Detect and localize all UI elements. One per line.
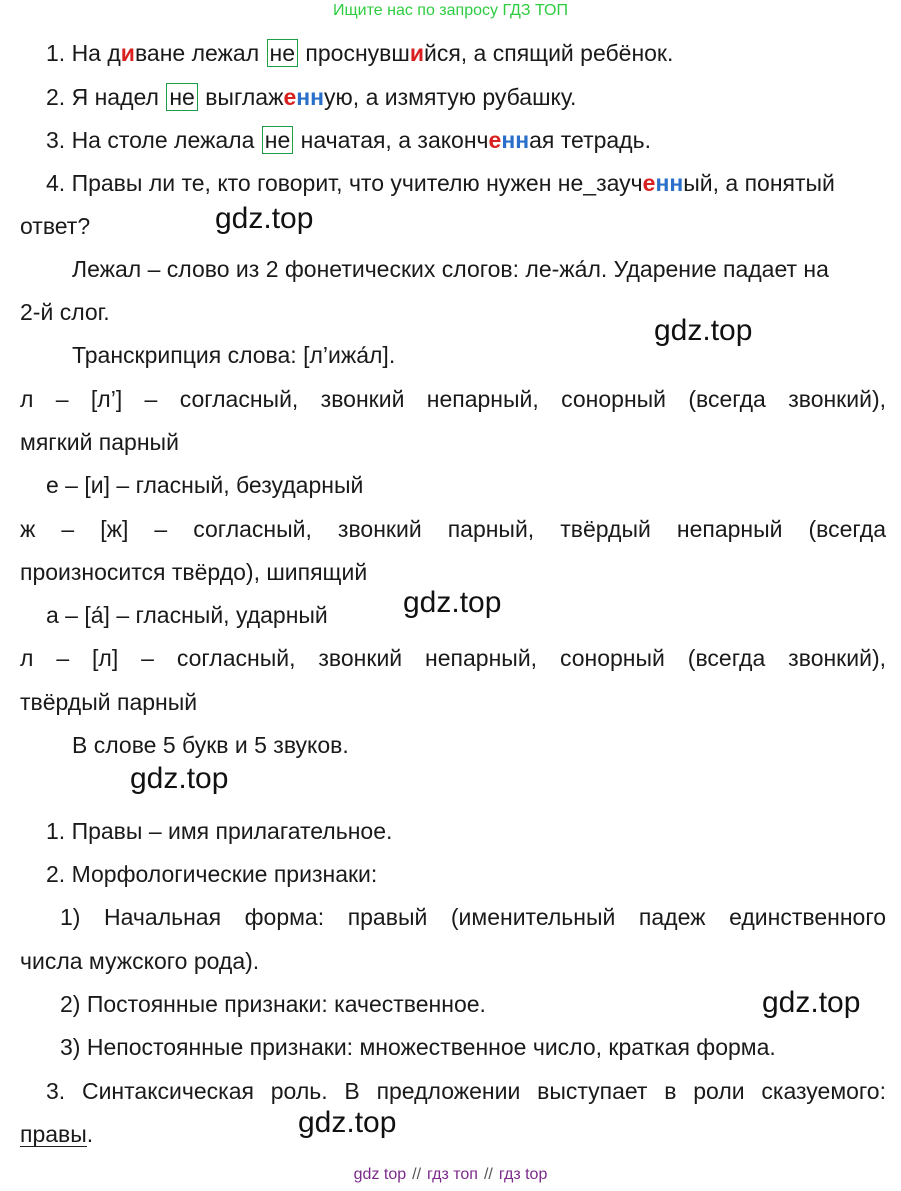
phonetic-line: Лежал – слово из 2 фонетических слогов: ле-жа́л. Ударение падает на — [72, 256, 829, 282]
sentence-1 — [46, 38, 673, 68]
boxed-particle: не — [166, 83, 198, 111]
text-fragment: начатая, а законч — [294, 127, 489, 153]
watermark: gdz.top — [130, 762, 229, 795]
phonetic-line: ж – [ж] – согласный, звонкий парный, твёрдый непарный (всегда — [20, 516, 886, 542]
morph-line: 1. Правы – имя прилагательное. — [46, 818, 393, 844]
phonetic-line: л – [л] – согласный, звонкий непарный, сонорный (всегда звонкий), — [20, 645, 886, 671]
morph-line: 3) Непостоянные признаки: множественное число, краткая форма. — [60, 1034, 776, 1060]
footer — [0, 1166, 901, 1184]
watermark: gdz.top — [654, 314, 753, 347]
phonetic-line: а – [а́] – гласный, ударный — [46, 602, 328, 628]
sentence-3 — [46, 125, 651, 155]
sentence-4-cont: ответ? — [20, 213, 91, 239]
text-fragment: 4. Правы ли те, кто говорит, что учителю нужен не_зауч — [46, 170, 643, 196]
text-fragment: ая тетрадь. — [529, 127, 651, 153]
phonetic-line: Транскрипция слова: [л’ижа́л]. — [72, 342, 396, 368]
sentence-2 — [46, 82, 576, 112]
phonetic-line: В слове 5 букв и 5 звуков. — [72, 732, 349, 758]
text-fragment: выглаж — [198, 84, 284, 110]
highlight-letter: и — [120, 40, 135, 66]
watermark: gdz.top — [215, 202, 314, 235]
text-fragment: ую, а измятую рубашку. — [324, 84, 577, 110]
phonetic-line: мягкий парный — [20, 429, 179, 455]
search-banner: Ищите нас по запросу ГДЗ ТОП — [333, 2, 568, 19]
morph-line-last — [20, 1119, 93, 1149]
watermark: gdz.top — [298, 1106, 397, 1139]
footer-separator: // — [412, 1166, 422, 1183]
highlight-letter: е — [488, 127, 502, 153]
text-fragment: 3. На столе лежала — [46, 127, 261, 153]
highlight-letter: е — [283, 84, 297, 110]
phonetic-line: произносится твёрдо), шипящий — [20, 559, 368, 585]
highlight-suffix: нн — [655, 170, 684, 196]
highlight-letter: и — [409, 40, 424, 66]
text-fragment: . — [86, 1121, 94, 1147]
phonetic-line: е – [и] – гласный, безударный — [46, 472, 364, 498]
highlight-letter: е — [642, 170, 656, 196]
footer-link[interactable]: gdz top — [353, 1166, 407, 1183]
underlined-predicate: правы — [20, 1121, 87, 1147]
sentence-4 — [46, 168, 835, 198]
morph-line: числа мужского рода). — [20, 948, 260, 974]
highlight-suffix: нн — [501, 127, 530, 153]
morph-line: 3. Синтаксическая роль. В предложении выступает в роли сказуемого: — [46, 1078, 886, 1104]
footer-link[interactable]: гдз top — [498, 1166, 548, 1183]
watermark: gdz.top — [762, 986, 861, 1019]
text-fragment: 2. Я надел — [46, 84, 166, 110]
text-fragment: проснувш — [299, 40, 410, 66]
text-fragment: ване лежал — [134, 40, 266, 66]
morph-line: 2) Постоянные признаки: качественное. — [60, 991, 486, 1017]
phonetic-line: л – [л’] – согласный, звонкий непарный, сонорный (всегда звонкий), — [20, 386, 886, 412]
text-fragment: йся, а спящий ребёнок. — [423, 40, 674, 66]
phonetic-line: 2-й слог. — [20, 299, 110, 325]
text-fragment: 1. На д — [46, 40, 121, 66]
morph-line: 1) Начальная форма: правый (именительный падеж единственного — [60, 904, 886, 930]
watermark: gdz.top — [403, 586, 502, 619]
footer-link[interactable]: гдз топ — [427, 1166, 478, 1183]
morph-line: 2. Морфологические признаки: — [46, 861, 378, 887]
footer-separator: // — [483, 1166, 493, 1183]
text-fragment: ый, а понятый — [683, 170, 835, 196]
highlight-suffix: нн — [296, 84, 325, 110]
boxed-particle: не — [267, 39, 299, 67]
phonetic-line: твёрдый парный — [20, 689, 198, 715]
boxed-particle: не — [262, 126, 294, 154]
